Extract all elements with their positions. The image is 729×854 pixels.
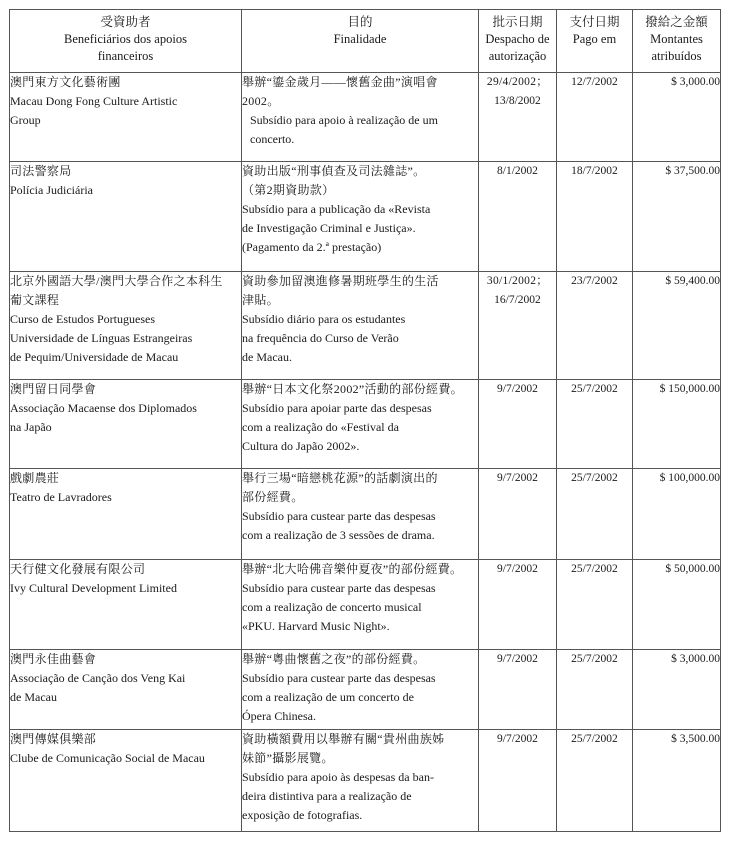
- header-purpose: [242, 10, 479, 73]
- table-row: [10, 560, 721, 650]
- header-payment-pt: Pago em: [572, 32, 617, 46]
- amount-cell: [633, 73, 721, 162]
- purpose-line: «PKU. Harvard Music Night».: [242, 619, 390, 633]
- payment-date-cell: [557, 73, 633, 162]
- payment-date: 25/7/2002: [571, 653, 618, 665]
- header-beneficiary-zh: 受資助者: [100, 15, 151, 29]
- beneficiary-cell: [10, 73, 242, 162]
- authorization-date: 9/7/2002: [497, 383, 538, 395]
- payment-date: 25/7/2002: [571, 563, 618, 575]
- beneficiary-line: Universidade de Línguas Estrangeiras: [10, 331, 193, 345]
- header-authorization-zh: 批示日期: [492, 15, 543, 29]
- purpose-line: Subsídio para custear parte das despesas: [242, 671, 436, 685]
- purpose-line: （第2期資助款）: [242, 183, 335, 197]
- authorization-date: 9/7/2002: [497, 563, 538, 575]
- authorization-date-cell: [479, 650, 557, 730]
- purpose-line: 資助橫額費用以舉辦有關“貴州曲族姊: [242, 732, 445, 746]
- beneficiary-cell: [10, 560, 242, 650]
- payment-date: 18/7/2002: [571, 165, 618, 177]
- amount-value: $ 3,000.00: [671, 76, 720, 88]
- purpose-line: 舉辦“鎏金歲月——懷舊金曲”演唱會: [242, 75, 438, 89]
- amount-value: $ 150,000.00: [659, 383, 720, 395]
- beneficiary-cell: [10, 650, 242, 730]
- beneficiary-line: 戲劇農莊: [10, 471, 60, 485]
- purpose-line: concerto.: [250, 132, 295, 146]
- header-amount: [633, 10, 721, 73]
- purpose-line: Ópera Chinesa.: [242, 709, 316, 723]
- authorization-date-cell: [479, 272, 557, 380]
- purpose-line: 資助參加留澳進修暑期班學生的生活: [242, 274, 439, 288]
- beneficiary-line: 葡文課程: [10, 293, 60, 307]
- purpose-line: com a realização do «Festival da: [242, 420, 399, 434]
- amount-cell: [633, 650, 721, 730]
- purpose-cell: [242, 469, 479, 560]
- purpose-line: Subsídio para a publicação da «Revista: [242, 202, 431, 216]
- beneficiary-line: de Macau: [10, 690, 57, 704]
- header-payment-date: [557, 10, 633, 73]
- beneficiary-line: 澳門留日同學會: [10, 382, 97, 396]
- beneficiary-line: 澳門東方文化藝術團: [10, 75, 121, 89]
- beneficiary-cell: [10, 272, 242, 380]
- authorization-date-cell: [479, 469, 557, 560]
- purpose-line: Subsídio para custear parte das despesas: [242, 581, 436, 595]
- amount-value: $ 59,400.00: [665, 275, 720, 287]
- purpose-cell: [242, 272, 479, 380]
- payment-date-cell: [557, 560, 633, 650]
- purpose-line: 資助出版“刑事偵查及司法雜誌”。: [242, 164, 426, 178]
- beneficiary-line: 澳門傳媒俱樂部: [10, 732, 97, 746]
- authorization-date-cell: [479, 730, 557, 832]
- beneficiary-line: Teatro de Lavradores: [10, 490, 112, 504]
- purpose-cell: [242, 560, 479, 650]
- payment-date-cell: [557, 469, 633, 560]
- purpose-line: 舉辦“日本文化祭2002”活動的部份經費。: [242, 382, 463, 396]
- header-beneficiary-pt-1: Beneficiários dos apoios: [64, 32, 187, 46]
- header-purpose-pt: Finalidade: [333, 32, 387, 46]
- header-purpose-zh: 目的: [347, 15, 373, 29]
- amount-value: $ 100,000.00: [659, 472, 720, 484]
- table-row: [10, 730, 721, 832]
- beneficiary-line: Associação de Canção dos Veng Kai: [10, 671, 186, 685]
- purpose-line: deira distintiva para a realização de: [242, 789, 412, 803]
- payment-date-cell: [557, 380, 633, 469]
- purpose-line: Cultura do Japão 2002».: [242, 439, 360, 453]
- beneficiary-cell: [10, 469, 242, 560]
- authorization-date: 9/7/2002: [497, 733, 538, 745]
- payment-date: 25/7/2002: [571, 383, 618, 395]
- payment-date-cell: [557, 162, 633, 272]
- beneficiary-line: Ivy Cultural Development Limited: [10, 581, 177, 595]
- payment-date-cell: [557, 272, 633, 380]
- purpose-line: na frequência do Curso de Verão: [242, 331, 399, 345]
- purpose-cell: [242, 162, 479, 272]
- header-amount-pt-1: Montantes: [650, 32, 703, 46]
- purpose-line: Subsídio para apoio à realização de um: [250, 113, 438, 127]
- authorization-date-cell: [479, 380, 557, 469]
- beneficiary-line: Clube de Comunicação Social de Macau: [10, 751, 205, 765]
- purpose-cell: [242, 650, 479, 730]
- beneficiary-cell: [10, 730, 242, 832]
- header-beneficiary: [10, 10, 242, 73]
- table-row: [10, 73, 721, 162]
- header-amount-pt-2: atribuídos: [651, 49, 702, 63]
- subsidy-table: [9, 9, 721, 832]
- purpose-line: Subsídio para apoiar parte das despesas: [242, 401, 432, 415]
- header-amount-zh: 撥給之金額: [645, 15, 708, 29]
- amount-cell: [633, 560, 721, 650]
- table-row: [10, 469, 721, 560]
- table-row: [10, 162, 721, 272]
- purpose-line: 津貼。: [242, 293, 279, 307]
- purpose-line: exposição de fotografias.: [242, 808, 363, 822]
- purpose-line: Subsídio para custear parte das despesas: [242, 509, 436, 523]
- purpose-line: 舉辦“粵曲懷舊之夜”的部份經費。: [242, 652, 426, 666]
- purpose-line: 2002。: [242, 94, 280, 108]
- beneficiary-line: de Pequim/Universidade de Macau: [10, 350, 179, 364]
- beneficiary-line: Polícia Judiciária: [10, 183, 93, 197]
- authorization-date-cell: [479, 73, 557, 162]
- header-authorization-pt-2: autorização: [488, 49, 547, 63]
- beneficiary-cell: [10, 380, 242, 469]
- purpose-line: (Pagamento da 2.ª prestação): [242, 240, 382, 254]
- amount-cell: [633, 730, 721, 832]
- table-row: [10, 272, 721, 380]
- beneficiary-line: 澳門永佳曲藝會: [10, 652, 97, 666]
- purpose-line: 舉行三場“暗戀桃花源”的話劇演出的: [242, 471, 438, 485]
- header-authorization-pt-1: Despacho de: [485, 32, 550, 46]
- purpose-cell: [242, 73, 479, 162]
- authorization-date-cell: [479, 162, 557, 272]
- payment-date-cell: [557, 650, 633, 730]
- purpose-line: Subsídio diário para os estudantes: [242, 312, 406, 326]
- purpose-cell: [242, 380, 479, 469]
- purpose-line: com a realização de um concerto de: [242, 690, 414, 704]
- beneficiary-line: na Japão: [10, 420, 52, 434]
- amount-cell: [633, 469, 721, 560]
- purpose-line: Subsídio para apoio às despesas da ban-: [242, 770, 434, 784]
- authorization-date: 9/7/2002: [497, 653, 538, 665]
- beneficiary-line: Group: [10, 113, 41, 127]
- beneficiary-cell: [10, 162, 242, 272]
- purpose-line: 部份經費。: [242, 490, 304, 504]
- beneficiary-line: 天行健文化發展有限公司: [10, 562, 146, 576]
- table-row: [10, 650, 721, 730]
- amount-value: $ 3,500.00: [671, 733, 720, 745]
- authorization-date: 8/1/2002: [497, 165, 538, 177]
- header-beneficiary-pt-2: financeiros: [97, 49, 154, 63]
- purpose-line: 舉辦“北大哈佛音樂仲夏夜”的部份經費。: [242, 562, 463, 576]
- purpose-cell: [242, 730, 479, 832]
- purpose-line: de Macau.: [242, 350, 292, 364]
- authorization-date: 16/7/2002: [494, 294, 541, 306]
- payment-date: 25/7/2002: [571, 733, 618, 745]
- payment-date: 12/7/2002: [571, 76, 618, 88]
- header-payment-zh: 支付日期: [569, 15, 620, 29]
- payment-date: 25/7/2002: [571, 472, 618, 484]
- beneficiary-line: Curso de Estudos Portugueses: [10, 312, 155, 326]
- beneficiary-line: 司法警察局: [10, 164, 72, 178]
- amount-value: $ 37,500.00: [665, 165, 720, 177]
- table-row: [10, 380, 721, 469]
- table-header-row: [10, 10, 721, 73]
- amount-value: $ 3,000.00: [671, 653, 720, 665]
- authorization-date-cell: [479, 560, 557, 650]
- payment-date-cell: [557, 730, 633, 832]
- amount-value: $ 50,000.00: [665, 563, 720, 575]
- authorization-date: 30/1/2002；: [486, 275, 549, 287]
- purpose-line: com a realização de concerto musical: [242, 600, 422, 614]
- amount-cell: [633, 162, 721, 272]
- purpose-line: com a realização de 3 sessões de drama.: [242, 528, 435, 542]
- header-authorization-date: [479, 10, 557, 73]
- authorization-date: 9/7/2002: [497, 472, 538, 484]
- purpose-line: de Investigação Criminal e Justiça».: [242, 221, 416, 235]
- authorization-date: 29/4/2002；: [486, 76, 549, 88]
- purpose-line: 妹節”攝影展覽。: [242, 751, 334, 765]
- authorization-date: 13/8/2002: [494, 95, 541, 107]
- amount-cell: [633, 380, 721, 469]
- beneficiary-line: Macau Dong Fong Culture Artistic: [10, 94, 178, 108]
- payment-date: 23/7/2002: [571, 275, 618, 287]
- amount-cell: [633, 272, 721, 380]
- beneficiary-line: 北京外國語大學/澳門大學合作之本科生: [10, 274, 223, 288]
- beneficiary-line: Associação Macaense dos Diplomados: [10, 401, 197, 415]
